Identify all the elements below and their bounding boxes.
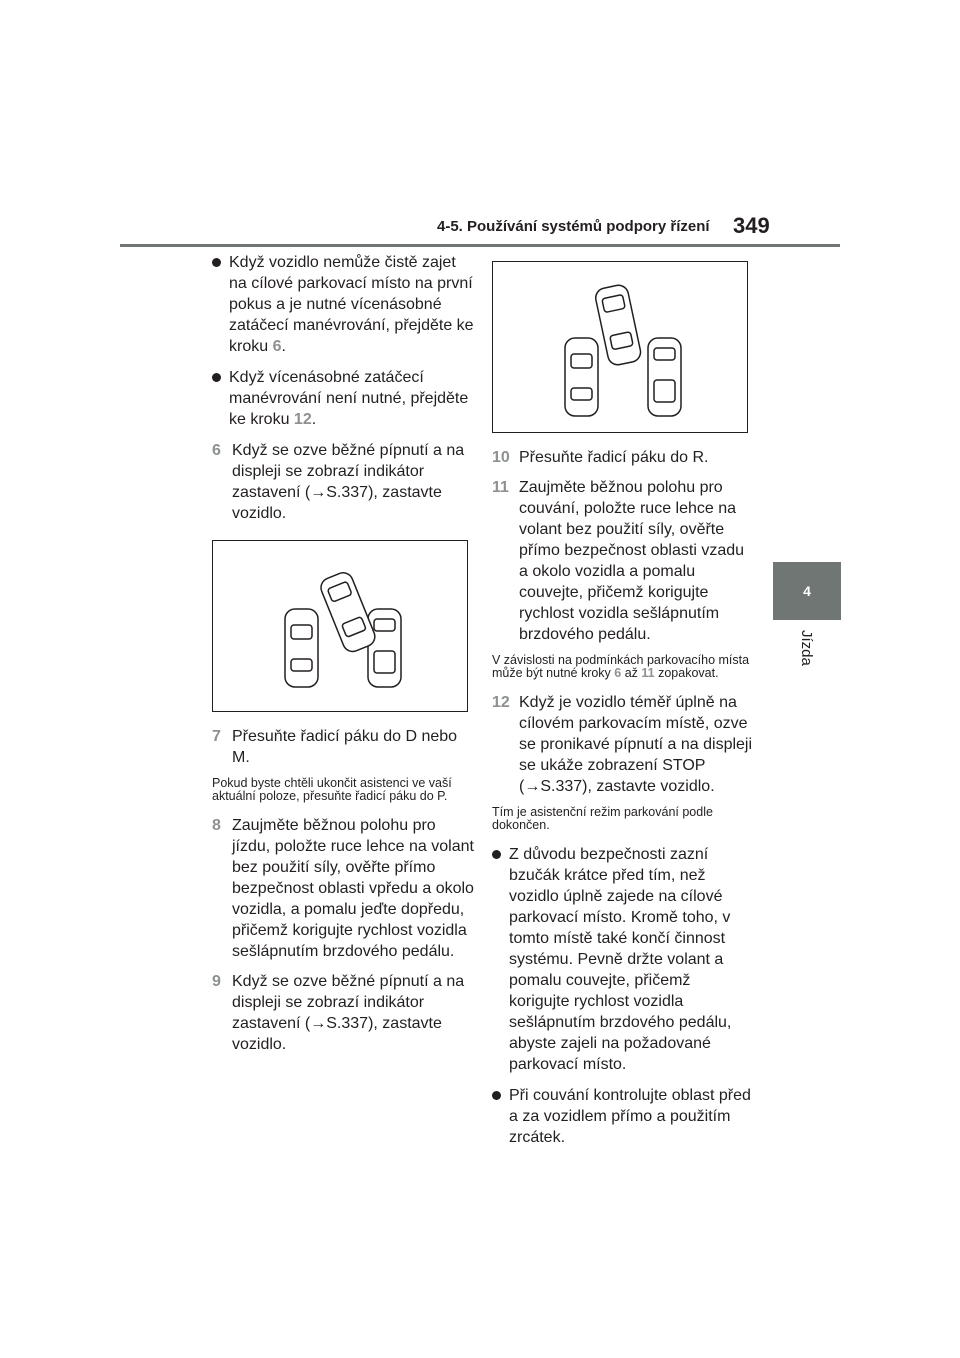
step-7 [212, 726, 474, 768]
note-part: V závislosti na podmínkách parkovacího místa může být nutné kroky [492, 653, 750, 680]
parking-cars-icon [213, 541, 467, 711]
list-item [212, 367, 474, 430]
header-rule [120, 244, 840, 247]
bullet-text: Když vozidlo nemůže čistě zajet na cílové parkovací místo na první pokus a je nutné vícenásobné zatáčecí manévrování, přejděte ke kroku [229, 254, 474, 355]
step-text: Přesuňte řadicí páku do D nebo M. [232, 728, 458, 766]
bullet-dot-icon [492, 850, 501, 859]
note-text: Tím je asistenční režim parkování podle dokončen. [492, 805, 713, 832]
step-text: Když se ozve běžné pípnutí a na displeji se zobrazí indikátor zastavení (→S.337), zastavte vozidlo. [232, 973, 465, 1053]
step-ref: 11 [641, 666, 655, 680]
step-ref: 12 [293, 411, 312, 428]
step-ref: 6 [614, 666, 622, 680]
bullet-tail: . [281, 338, 286, 355]
bullet-dot-icon [492, 1091, 501, 1100]
step-12 [492, 692, 754, 797]
step-number: 6 [212, 442, 221, 459]
step-9 [212, 971, 474, 1055]
step-10 [492, 447, 754, 468]
step-text: Přesuňte řadicí páku do R. [519, 449, 709, 466]
list-item [492, 1085, 754, 1148]
chapter-label: Jízda [798, 630, 815, 666]
list-item [492, 844, 754, 1075]
step-6 [212, 440, 474, 524]
step-number: 10 [492, 449, 510, 466]
step-number: 12 [492, 694, 510, 711]
list-item [212, 252, 474, 357]
step-text: Zaujměte běžnou polohu pro couvání, položte ruce lehce na volant bez použití síly, ověřte přímo bezpečnost oblasti vzadu a okolo vozidla a pomalu couvejte, přičemž korigujte rychlost vozidla sešlápnutím brzdového pedálu. [519, 479, 745, 643]
step-text: Zaujměte běžnou polohu pro jízdu, položte ruce lehce na volant bez použití síly, ověřte přímo bezpečnost oblasti vpředu a okolo vozidla, a pomalu jeďte dopředu, přičemž korigujte rychlost vozidla sešlápnutím brzdového pedálu. [232, 817, 474, 960]
left-column [212, 252, 474, 1064]
bullet-text: Z důvodu bezpečnosti zazní bzučák krátce před tím, než vozidlo úplně zajede na cílové parkovací místo. Kromě toho, v tomto místě také končí činnost systému. Pevně držte volant a pomalu couvejte, přičemž korigujte rychlost vozidla sešlápnutím brzdového pedálu, abyste zajeli na požadované parkovací místo. [509, 846, 732, 1073]
note-text [492, 654, 754, 680]
right-column [492, 252, 754, 1158]
bullet-text: Při couvání kontrolujte oblast před a za vozidlem přímo a použitím zrcátek. [509, 1087, 751, 1146]
note-part: zopakovat. [654, 666, 719, 680]
section-title: 4-5. Používání systémů podpory řízení [437, 218, 710, 235]
step-text: Když je vozidlo téměř úplně na cílovém parkovacím místě, ozve se pronikavé pípnutí a na displeji se ukáže zobrazení STOP (→S.337), zastavte vozidlo. [519, 694, 753, 795]
step-number: 11 [492, 479, 509, 496]
bullet-tail: . [311, 411, 317, 428]
step-11 [492, 477, 754, 645]
step-number: 9 [212, 973, 221, 990]
page-number: 349 [733, 213, 770, 238]
bullet-text: Když vícenásobné zatáčecí manévrování není nutné, přejděte ke kroku [229, 369, 469, 428]
parking-illustration [492, 261, 748, 433]
note-text: Pokud byste chtěli ukončit asistenci ve vaší aktuální poloze, přesuňte řadicí páku do P. [212, 776, 452, 803]
step-ref: 6 [272, 338, 282, 355]
step-8 [212, 815, 474, 962]
step-text: Když se ozve běžné pípnutí a na displeji se zobrazí indikátor zastavení (→S.337), zastavte vozidlo. [232, 442, 465, 522]
parking-illustration [212, 540, 468, 712]
note-part: až [621, 666, 642, 680]
chapter-tab[interactable]: 4 [773, 562, 841, 620]
bullet-dot-icon [212, 258, 221, 267]
step-number: 8 [212, 817, 221, 834]
bullet-dot-icon [212, 373, 221, 382]
step-number: 7 [212, 728, 221, 745]
parking-cars-icon [493, 262, 747, 432]
